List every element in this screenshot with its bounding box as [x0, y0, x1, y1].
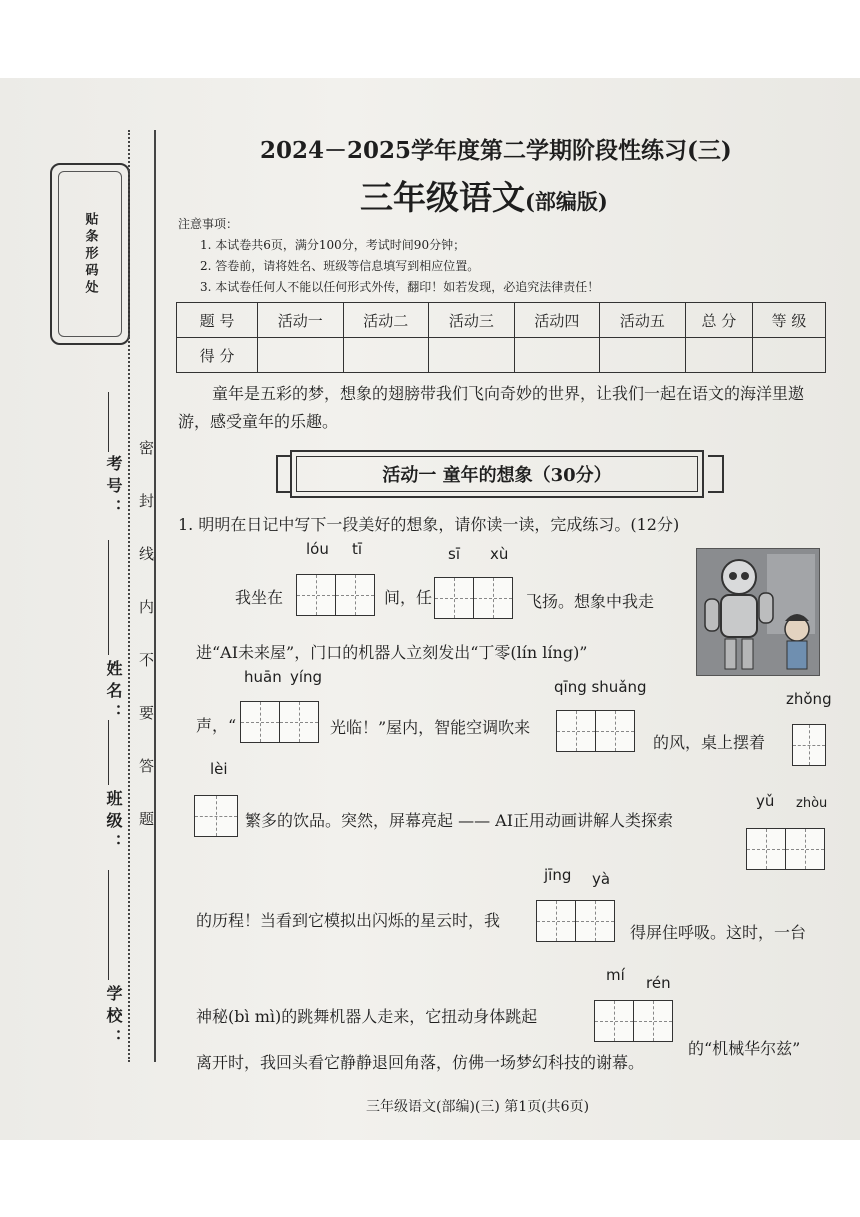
- pinyin: jīng: [544, 866, 572, 884]
- banner-ornament-right: [708, 455, 724, 493]
- score-table: [176, 302, 826, 373]
- school-label: 学校：: [104, 985, 123, 1051]
- page-footer: 三年级语文(部编)(三) 第1页(共6页): [366, 1099, 590, 1115]
- pinyin: sī: [448, 545, 460, 563]
- answer-grid-loutí[interactable]: [296, 574, 375, 616]
- score-cell[interactable]: [600, 338, 686, 373]
- score-header-cell: 活动五: [600, 303, 686, 338]
- score-cell[interactable]: [258, 338, 344, 373]
- pinyin: tī: [352, 540, 363, 558]
- score-header-cell: 活动一: [258, 303, 344, 338]
- seal-dotted-line: [128, 130, 130, 1062]
- answer-grid-sixu[interactable]: [434, 577, 513, 619]
- pinyin: yà: [592, 870, 611, 888]
- score-cell[interactable]: [685, 338, 752, 373]
- score-row-label: 得 分: [177, 338, 258, 373]
- score-header-cell: 活动四: [514, 303, 600, 338]
- score-cell[interactable]: [429, 338, 515, 373]
- q1-prompt: 1. 明明在日记中写下一段美好的想象，请你读一读，完成练习。(12分): [178, 515, 680, 534]
- passage-text: 离开时，我回头看它静静退回角落，仿佛一场梦幻科技的谢幕。: [196, 1053, 645, 1072]
- passage-text: 神秘(bì mì)的跳舞机器人走来，它扭动身体跳起: [196, 1007, 538, 1026]
- score-header-cell: 活动二: [343, 303, 429, 338]
- note-item: 3. 本试卷任何人不能以任何形式外传，翻印！如若发现，必追究法律责任！: [200, 280, 600, 294]
- score-cell[interactable]: [753, 338, 826, 373]
- pinyin: qīng shuǎng: [554, 678, 647, 696]
- score-header-cell: 等 级: [753, 303, 826, 338]
- note-item: 2. 答卷前，请将姓名、班级等信息填写到相应位置。: [200, 259, 480, 273]
- class-label: 班级：: [104, 790, 123, 856]
- intro-paragraph: 童年是五彩的梦，想象的翅膀带我们飞向奇妙的世界，让我们一起在语文的海洋里遨游，感受童年的乐趣。: [178, 384, 805, 431]
- score-header-cell: 活动三: [429, 303, 515, 338]
- notes: [178, 214, 599, 298]
- passage-text: 光临！”屋内，智能空调吹来: [330, 718, 531, 737]
- name-label: 姓名：: [104, 660, 123, 726]
- exam-no-label: 考号：: [104, 455, 123, 521]
- score-cell[interactable]: [343, 338, 429, 373]
- subject-title: 三年级语文(部编版): [360, 178, 608, 217]
- seal-line-text: 密封线内不要答题: [137, 440, 155, 864]
- answer-grid-qingshuang[interactable]: [556, 710, 635, 752]
- passage-text: 间，任: [384, 588, 433, 607]
- answer-grid-jingya[interactable]: [536, 900, 615, 942]
- pinyin: yǔ: [756, 792, 775, 810]
- barcode-label: 贴条形码处: [82, 211, 98, 297]
- score-header-cell: 题 号: [177, 303, 258, 338]
- pinyin: yíng: [290, 668, 323, 686]
- pinyin: huān: [244, 668, 282, 686]
- answer-grid-zhong[interactable]: [792, 724, 826, 766]
- exam-title: 2024－2025学年度第二学期阶段性练习(三): [260, 137, 732, 164]
- robot-illustration: [696, 548, 820, 676]
- section-title: 活动一 童年的想象（30分）: [296, 456, 698, 492]
- pinyin: lèi: [210, 760, 228, 778]
- passage-text: 声，“: [196, 716, 237, 735]
- passage-text: 我坐在: [235, 588, 284, 607]
- pinyin: rén: [646, 974, 671, 992]
- pinyin: xù: [490, 545, 509, 563]
- score-cell[interactable]: [514, 338, 600, 373]
- answer-grid-yuzhou[interactable]: [746, 828, 825, 870]
- note-item: 1. 本试卷共6页，满分100分，考试时间90分钟；: [200, 238, 466, 252]
- section-banner: [290, 450, 704, 498]
- answer-grid-huanying[interactable]: [240, 701, 319, 743]
- answer-grid-miren[interactable]: [594, 1000, 673, 1042]
- passage-text: 的风，桌上摆着: [653, 733, 766, 752]
- passage-text: 进“AI未来屋”，门口的机器人立刻发出“丁零(lín líng)”: [196, 643, 588, 662]
- passage-text: 的“机械华尔兹”: [688, 1039, 801, 1058]
- pinyin: zhǒng: [786, 690, 832, 708]
- passage-text: 繁多的饮品。突然，屏幕亮起 —— AI正用动画讲解人类探索: [245, 811, 674, 830]
- passage-text: 的历程！当看到它模拟出闪烁的星云时，我: [196, 911, 501, 930]
- notes-heading: 注意事项：: [178, 217, 239, 231]
- pinyin: lóu: [306, 540, 329, 558]
- edition-label: (部编版): [525, 189, 608, 214]
- passage-text: 飞扬。想象中我走: [526, 592, 655, 611]
- pinyin: mí: [606, 966, 625, 984]
- pinyin: zhòu: [796, 796, 828, 811]
- barcode-box: [50, 163, 130, 345]
- answer-grid-lei[interactable]: [194, 795, 238, 837]
- score-header-cell: 总 分: [685, 303, 752, 338]
- passage-text: 得屏住呼吸。这时，一台: [630, 923, 807, 942]
